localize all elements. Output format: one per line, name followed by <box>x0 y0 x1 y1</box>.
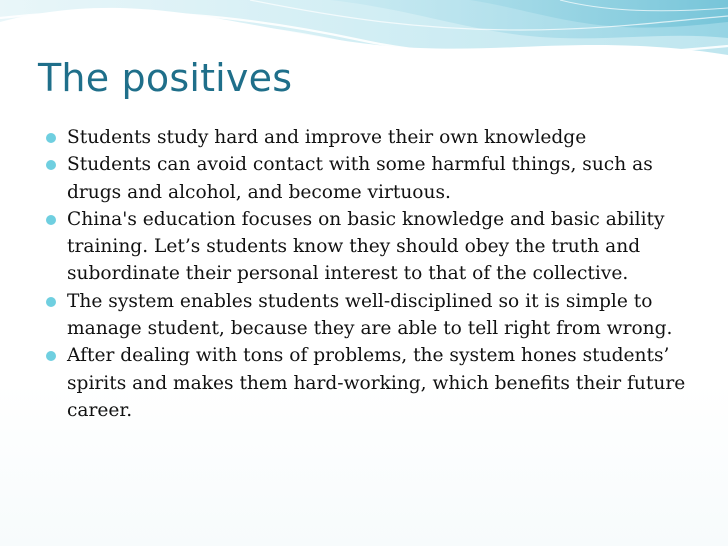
slide-title: The positives <box>38 56 293 100</box>
bullet-item <box>44 288 694 343</box>
bullet-list <box>44 124 694 424</box>
bullet-text: China's education focuses on basic knowledge and basic ability training. Let’s students know they should obey the truth and subordinate their personal interest to that of the collective. <box>67 208 665 285</box>
bullet-text: After dealing with tons of problems, the system hones students’ spirits and makes them hard-working, which benefits their future career. <box>67 345 686 421</box>
bullet-dot-icon <box>46 215 56 225</box>
bullet-text: The system enables students well-disciplined so it is simple to manage student, because they are able to tell right from wrong. <box>67 290 673 340</box>
bullet-dot-icon <box>46 160 56 170</box>
bullet-item <box>44 206 694 288</box>
bullet-dot-icon <box>46 351 56 361</box>
bullet-item <box>44 124 694 151</box>
bullet-text: Students can avoid contact with some harmful things, such as drugs and alcohol, and become virtuous. <box>67 154 653 203</box>
bullet-item <box>44 342 694 424</box>
bullet-dot-icon <box>46 297 56 307</box>
bullet-dot-icon <box>46 133 56 143</box>
bullet-item <box>44 151 694 206</box>
bullet-text: Students study hard and improve their own knowledge <box>67 127 587 148</box>
